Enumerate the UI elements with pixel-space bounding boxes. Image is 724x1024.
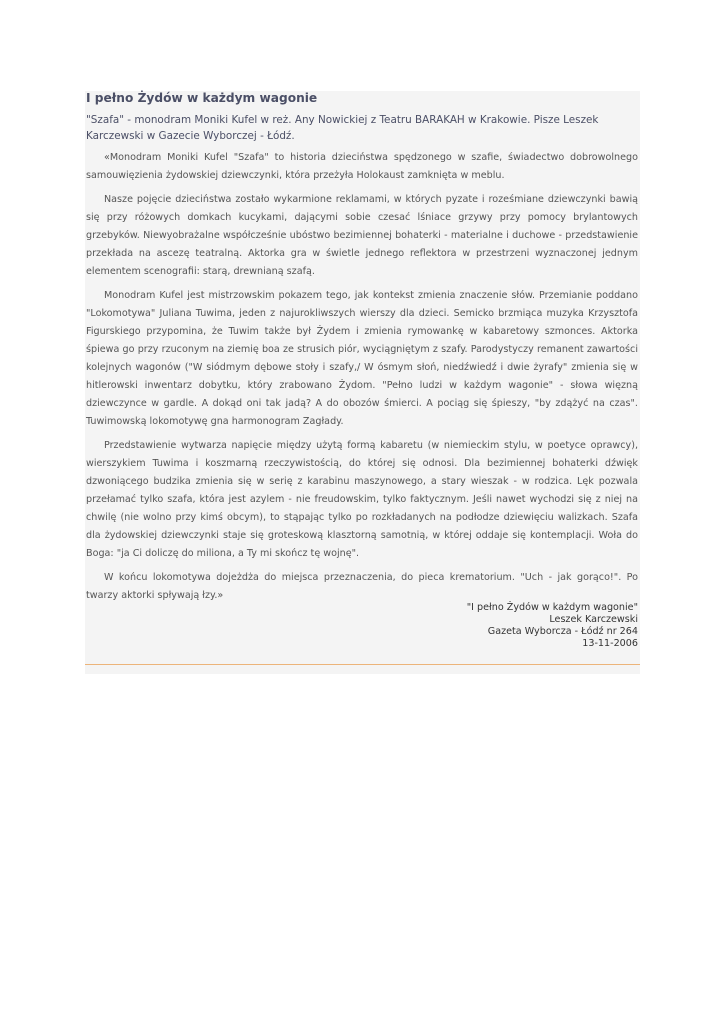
signature-author: Leszek Karczewski (549, 614, 638, 625)
article-paragraph: Przedstawienie wytwarza napięcie między użytą formą kabaretu (w niemieckim stylu, w poetyce oprawcy), wierszykiem Tuwima i koszmarną rzeczywistością, do której się odnosi. Dla bezimiennej bohaterki dźwięk dzwoniącego budzika zmienia się w serię z karabinu maszynowego, a stary wieszak - w rodzica. Lęk pozwala przełamać tylko szafa, która jest azylem - nie freudowskim, tylko faktycznym. Jeśli nawet wychodzi się z niej na chwilę (nie wolno przy kimś obcym), to stąpając tylko po rozkładanych na podłodze dziewięciu walizkach. Szafa dla żydowskiej dziewczynki staje się groteskową klasztorną samotnią, w której oddaje się kontemplacji. Woła do Boga: "ja Ci doliczę do miliona, a Ty mi skończ tę wojnę". (86, 440, 638, 559)
bottom-divider (85, 664, 640, 665)
article-lead: "Szafa" - monodram Moniki Kufel w reż. Any Nowickiej z Teatru BARAKAH w Krakowie. Pisze Leszek Karczewski w Gazecie Wyborczej - Łódź. (86, 114, 599, 142)
article-panel (85, 91, 640, 674)
article-paragraph: «Monodram Moniki Kufel "Szafa" to historia dzieciństwa spędzonego w szafie, świadectwo dobrowolnego samouwięzienia żydowskiej dziewczynki, która przeżyła Holokaust zamknięta w meblu. (86, 152, 638, 181)
article-paragraph: W końcu lokomotywa dojeżdża do miejsca przeznaczenia, do pieca krematorium. "Uch - jak gorąco!". Po twarzy aktorki spływają łzy.» (86, 572, 638, 601)
article-body (86, 149, 638, 611)
signature-publication: Gazeta Wyborcza - Łódź nr 264 (487, 626, 638, 637)
signature-title: "I pełno Żydów w każdym wagonie" (466, 602, 638, 613)
signature-date: 13-11-2006 (582, 638, 638, 649)
article-paragraph: Nasze pojęcie dzieciństwa zostało wykarmione reklamami, w których pyzate i roześmiane dziewczynki bawią się przy różowych domkach kucykami, dającymi sobie czesać lśniace grzywy przy pomocy brylantowych grzebyków. Niewyobrażalne współcześnie ubóstwo bezimiennej bohaterki - materialne i duchowe - przedstawienie przekłada na ascezę teatralną. Aktorka gra w świetle jednego reflektora w przestrzeni wyznaczonej jednym elementem scenografii: starą, drewnianą szafą. (86, 194, 638, 277)
article-paragraph: Monodram Kufel jest mistrzowskim pokazem tego, jak kontekst zmienia znaczenie słów. Przemianie poddano "Lokomotywa" Juliana Tuwima, jeden z najurokliwszych wierszy dla dzieci. Semicko brzmiąca muzyka Krzysztofa Figurskiego przypomina, że Tuwim także był Żydem i zmienia rymowankę w kabaretowy szmonces. Aktorka śpiewa go przy rzuconym na ziemię boa ze strusich piór, wyciągniętym z szafy. Parodystyczy remanent zawartości kolejnych wagonów ("W siódmym dębowe stoły i szafy,/ W ósmym słoń, niedźwiedź i dwie żyrafy" zmienia się w hitlerowski inwentarz dobytku, który zrabowano Żydom. "Pełno ludzi w każdym wagonie" - słowa więzną dziewczynce w gardle. A dokąd oni tak jadą? A do obozów śmierci. A pociąg się śpieszy, "by zdążyć na czas". Tuwimowską lokomotywę gna harmonogram Zagłady. (86, 290, 638, 427)
article-signature (467, 602, 638, 650)
article-title: I pełno Żydów w każdym wagonie (86, 91, 318, 105)
